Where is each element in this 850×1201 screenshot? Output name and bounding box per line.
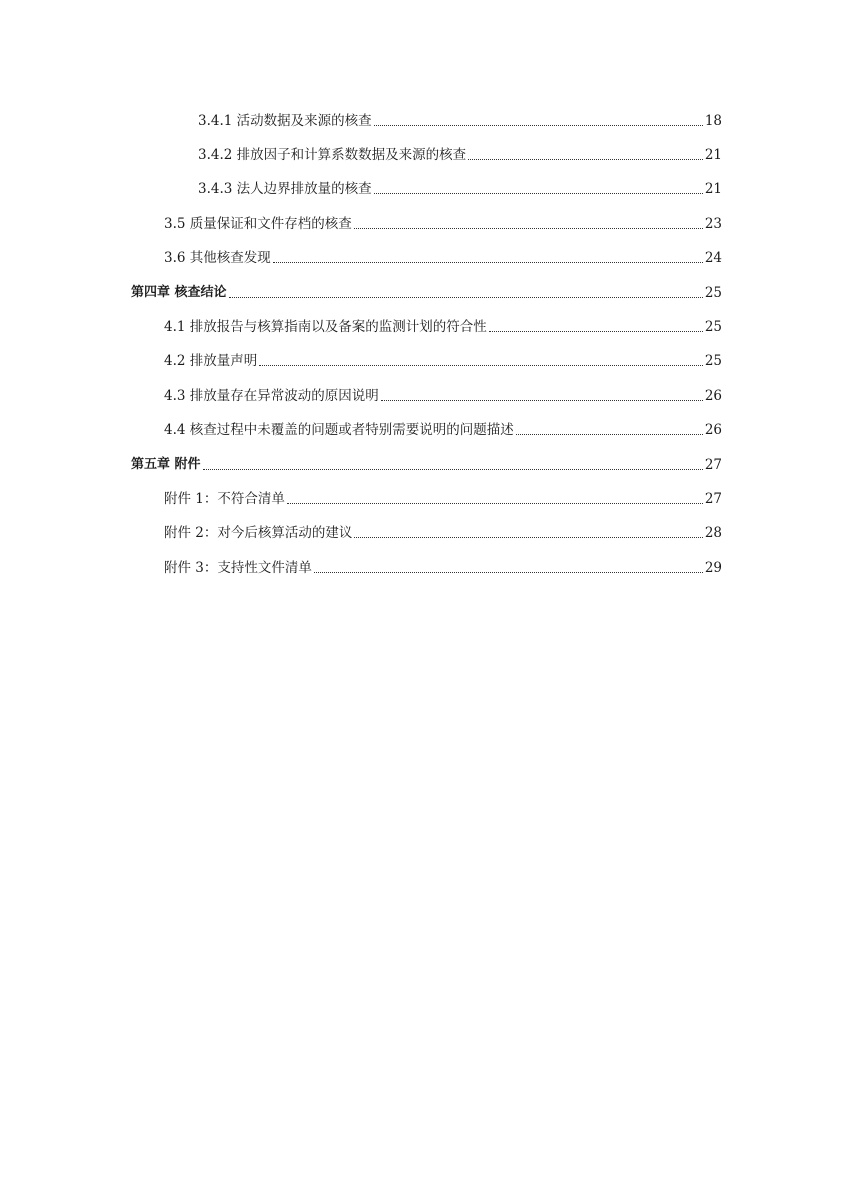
toc-entry[interactable] bbox=[164, 245, 722, 267]
toc-dot-leader bbox=[287, 503, 703, 504]
toc-entry[interactable] bbox=[198, 142, 722, 164]
toc-entry[interactable] bbox=[164, 314, 722, 336]
toc-entry-title: 第四章 核查结论 bbox=[131, 285, 227, 300]
toc-entry-page: 25 bbox=[704, 319, 722, 335]
toc-entry-page: 27 bbox=[704, 457, 722, 473]
toc-dot-leader bbox=[354, 228, 703, 229]
toc-entry[interactable] bbox=[164, 555, 722, 577]
toc-entry-page: 24 bbox=[704, 250, 722, 266]
toc-dot-leader bbox=[273, 262, 703, 263]
toc-dot-leader bbox=[259, 365, 703, 366]
toc-dot-leader bbox=[354, 537, 702, 538]
toc-entry-page: 27 bbox=[704, 491, 722, 507]
toc-entry-title: 第五章 附件 bbox=[131, 457, 201, 472]
toc-entry[interactable] bbox=[164, 211, 722, 233]
toc-entry-page: 26 bbox=[704, 422, 722, 438]
toc-entry[interactable] bbox=[198, 108, 722, 130]
toc-entry-title: 附件 2：对今后核算活动的建议 bbox=[164, 525, 353, 541]
toc-entry-page: 25 bbox=[704, 285, 722, 301]
toc-dot-leader bbox=[374, 193, 703, 194]
toc-entry[interactable] bbox=[164, 520, 722, 542]
toc-entry-page: 25 bbox=[704, 353, 722, 369]
toc-entry[interactable] bbox=[164, 486, 722, 508]
toc-entry-title: 4.1 排放报告与核算指南以及备案的监测计划的符合性 bbox=[164, 319, 487, 335]
toc-entry-title: 4.3 排放量存在异常波动的原因说明 bbox=[164, 388, 379, 404]
toc-chapter-entry[interactable] bbox=[131, 280, 722, 302]
toc-entry[interactable] bbox=[164, 383, 722, 405]
toc-dot-leader bbox=[314, 572, 703, 573]
toc-entry-page: 29 bbox=[704, 560, 722, 576]
toc-dot-leader bbox=[516, 434, 703, 435]
toc-entry-title: 3.4.2 排放因子和计算系数数据及来源的核查 bbox=[198, 147, 467, 163]
toc-entry-title: 4.4 核查过程中未覆盖的问题或者特别需要说明的问题描述 bbox=[164, 422, 514, 438]
toc-entry[interactable] bbox=[164, 348, 722, 370]
toc-entry-title: 3.5 质量保证和文件存档的核查 bbox=[164, 216, 352, 232]
toc-entry-page: 28 bbox=[704, 525, 722, 541]
toc-entry-title: 3.4.3 法人边界排放量的核查 bbox=[198, 181, 372, 197]
toc-dot-leader bbox=[229, 297, 703, 298]
toc-entry-page: 23 bbox=[704, 216, 722, 232]
toc-dot-leader bbox=[381, 400, 703, 401]
toc-entry-page: 26 bbox=[704, 388, 722, 404]
toc-entry-title: 3.4.1 活动数据及来源的核查 bbox=[198, 113, 372, 129]
toc-dot-leader bbox=[468, 159, 703, 160]
toc-entry[interactable] bbox=[164, 417, 722, 439]
toc-entry-title: 附件 1：不符合清单 bbox=[164, 491, 285, 507]
toc-entry-page: 18 bbox=[704, 113, 722, 129]
toc-entry[interactable] bbox=[198, 176, 722, 198]
toc-chapter-entry[interactable] bbox=[131, 452, 722, 474]
toc-entry-page: 21 bbox=[704, 181, 722, 197]
toc-dot-leader bbox=[374, 125, 703, 126]
toc-entry-title: 附件 3：支持性文件清单 bbox=[164, 560, 312, 576]
toc-entry-title: 4.2 排放量声明 bbox=[164, 353, 258, 369]
toc-dot-leader bbox=[489, 331, 703, 332]
toc-entry-page: 21 bbox=[704, 147, 722, 163]
toc-dot-leader bbox=[203, 469, 703, 470]
toc-entry-title: 3.6 其他核查发现 bbox=[164, 250, 271, 266]
